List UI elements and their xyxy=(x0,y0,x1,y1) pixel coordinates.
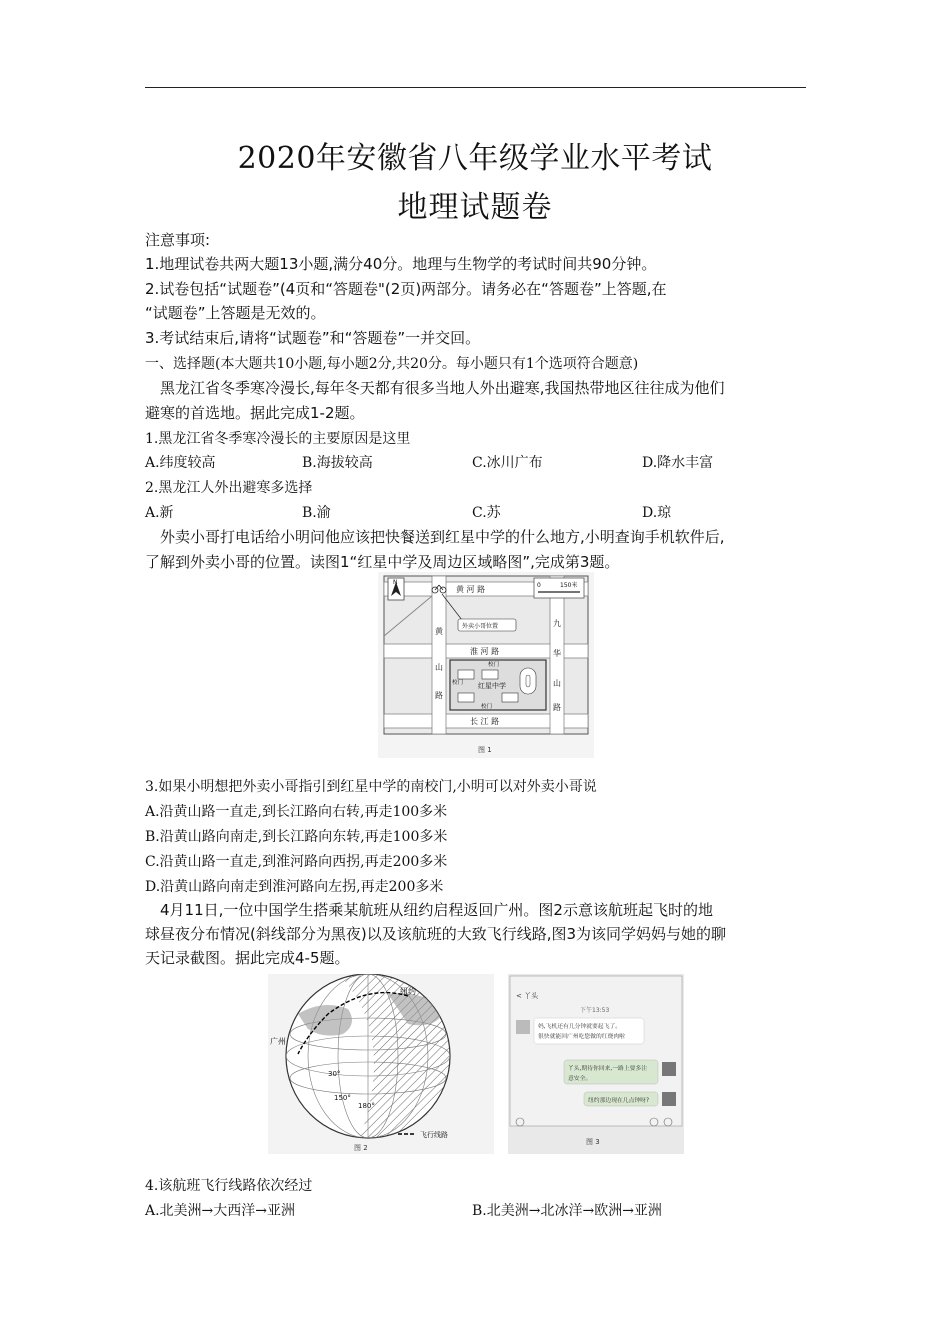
avatar xyxy=(662,1062,676,1076)
passage-1-line-1: 黑龙江省冬季寒冷漫长,每年冬天都有很多当地人外出避寒,我国热带地区往往成为他们 xyxy=(160,379,725,397)
question-2-option-b[interactable]: B.渝 xyxy=(302,505,331,521)
passage-2-line-2: 了解到外卖小哥的位置。读图1“红星中学及周边区域略图”,完成第3题。 xyxy=(145,553,620,571)
notice-item-2-cont: “试题卷”上答题是无效的。 xyxy=(145,304,326,322)
question-3-option-d[interactable]: D.沿黄山路向南走到淮河路向左拐,再走200多米 xyxy=(145,879,444,895)
question-2-stem: 2.黑龙江人外出避寒多选择 xyxy=(145,480,313,496)
question-3-option-a[interactable]: A.沿黄山路一直走,到长江路向右转,再走100多米 xyxy=(145,804,448,820)
road-label-jiuhuashan-3: 山 xyxy=(553,679,561,688)
chat-message-3: 纽约那边现在几点钟呀? xyxy=(588,1098,650,1104)
passage-3-line-1: 4月11日,一位中国学生搭乘某航班从纽约启程返回广州。图2示意该航班起飞时的地 xyxy=(160,901,713,919)
chat-back-label: < 丫头 xyxy=(516,992,539,1000)
road-label-huaihe: 淮 河 路 xyxy=(470,647,500,656)
passage-1-line-2: 避寒的首选地。据此完成1-2题。 xyxy=(145,404,365,422)
figure-2-caption: 图 2 xyxy=(354,1144,368,1152)
exam-subtitle: 地理试题卷 xyxy=(397,190,553,225)
question-3-option-b[interactable]: B.沿黄山路向南走,到长江路向东转,再走100多米 xyxy=(145,829,448,845)
road-label-jiuhuashan-1: 九 xyxy=(553,619,561,628)
question-1-option-b[interactable]: B.海拔较高 xyxy=(302,455,373,471)
exam-title: 2020年安徽省八年级学业水平考试 xyxy=(237,141,713,176)
scale-start: 0 xyxy=(537,582,541,589)
question-2-option-d[interactable]: D.琼 xyxy=(642,505,672,521)
school-name: 红星中学 xyxy=(478,682,506,690)
road-huangshan xyxy=(432,576,446,734)
passage-2-line-1: 外卖小哥打电话给小明问他应该把快餐送到红星中学的什么地方,小明查询手机软件后, xyxy=(160,528,725,546)
figure-3-chat-screenshot xyxy=(508,974,684,1154)
question-2-option-c[interactable]: C.苏 xyxy=(472,505,501,521)
question-4-option-a[interactable]: A.北美洲→大西洋→亚洲 xyxy=(145,1203,296,1219)
road-label-huangshan-2: 山 xyxy=(435,663,443,672)
chat-message-2-line-1: 丫头,期待你回来,一路上要多注 xyxy=(568,1066,648,1072)
passage-3-line-2: 球昼夜分布情况(斜线部分为黑夜)以及该航班的大致飞行线路,图3为该同学妈妈与她的聊 xyxy=(145,925,727,943)
question-4-option-b[interactable]: B.北美洲→北冰洋→欧洲→亚洲 xyxy=(472,1203,662,1219)
label-lon150: 150° xyxy=(334,1094,351,1102)
north-gate-label: 校门 xyxy=(488,662,500,668)
north-label: N xyxy=(393,579,398,586)
scale-end: 150米 xyxy=(560,582,578,589)
question-1-stem: 1.黑龙江省冬季寒冷漫长的主要原因是这里 xyxy=(145,431,411,447)
passage-3-line-3: 天记录截图。据此完成4-5题。 xyxy=(145,949,350,967)
notice-item-3: 3.考试结束后,请将“试题卷”和“答题卷”一并交回。 xyxy=(145,329,481,347)
figure-1-school-map xyxy=(378,572,594,758)
question-1-option-d[interactable]: D.降水丰富 xyxy=(642,455,714,471)
chat-timestamp: 下午13:53 xyxy=(580,1007,610,1014)
question-1-option-c[interactable]: C.冰川广布 xyxy=(472,455,543,471)
label-lat30: 30° xyxy=(328,1070,341,1078)
road-label-huanghe: 黄 河 路 xyxy=(456,585,486,594)
chat-message-2-line-2: 意安全。 xyxy=(568,1076,592,1082)
section-heading: 一、选择题(本大题共10小题,每小题2分,共20分。每小题只有1个选项符合题意) xyxy=(145,356,639,372)
label-guangzhou: 广州 xyxy=(270,1037,286,1046)
chat-message-1-line-2: 很快就能回广州吃您做的红烧肉啦 xyxy=(538,1034,625,1040)
notice-item-2: 2.试卷包括“试题卷”(4页和“答题卷"(2页)两部分。请务必在“答题卷”上答题,在 xyxy=(145,280,667,298)
top-rule xyxy=(145,87,806,88)
figure-2-globe xyxy=(268,974,494,1154)
legend-label: 飞行线路 xyxy=(420,1131,448,1139)
notice-heading: 注意事项: xyxy=(145,231,211,249)
question-4-stem: 4.该航班飞行线路依次经过 xyxy=(145,1178,313,1194)
road-label-jiuhuashan-4: 路 xyxy=(553,703,561,712)
question-1-option-a[interactable]: A.纬度较高 xyxy=(145,455,216,471)
road-label-jiuhuashan-2: 华 xyxy=(553,649,561,658)
question-3-option-c[interactable]: C.沿黄山路一直走,到淮河路向西拐,再走200多米 xyxy=(145,854,448,870)
label-lon180: 180° xyxy=(358,1102,375,1110)
avatar xyxy=(662,1092,676,1106)
south-gate-label: 校门 xyxy=(481,704,493,710)
label-newyork: 纽约 xyxy=(400,987,416,996)
road-label-huangshan-3: 路 xyxy=(435,691,443,700)
road-label-changjiang: 长 江 路 xyxy=(470,717,500,726)
avatar xyxy=(516,1020,530,1034)
west-gate-label: 校门 xyxy=(452,680,464,686)
question-2-option-a[interactable]: A.新 xyxy=(145,505,174,521)
chat-message-1-line-1: 妈,飞机还有几分钟就要起飞了。 xyxy=(538,1024,621,1030)
figure-3-caption: 图 3 xyxy=(586,1138,600,1146)
road-label-huangshan-1: 黄 xyxy=(435,627,443,636)
question-3-stem: 3.如果小明想把外卖小哥指引到红星中学的南校门,小明可以对外卖小哥说 xyxy=(145,779,597,795)
notice-item-1: 1.地理试卷共两大题13小题,满分40分。地理与生物学的考试时间共90分钟。 xyxy=(145,255,657,273)
figure-1-caption: 图 1 xyxy=(478,746,492,754)
courier-location-label: 外卖小哥位置 xyxy=(462,623,499,630)
